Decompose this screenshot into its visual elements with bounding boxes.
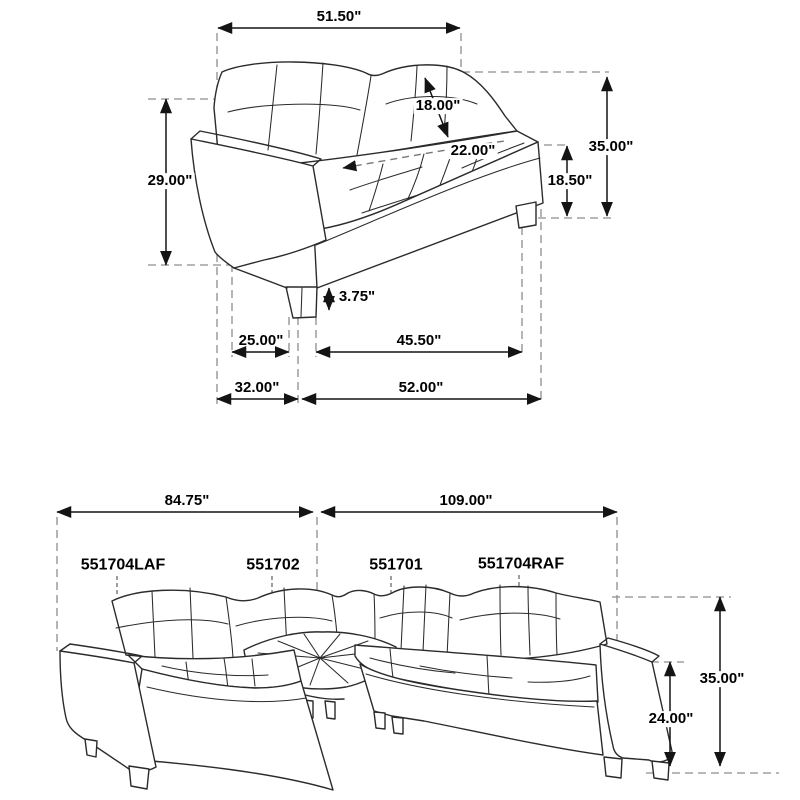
dim-label-overall-depth: 32.00" — [234, 379, 280, 397]
dim-label-overall-height: 35.00" — [588, 138, 634, 156]
dim-label-seat-depth: 22.00" — [450, 142, 496, 160]
dim-label-arm-height: 29.00" — [147, 172, 193, 190]
dim-label-back-cushion: 18.00" — [415, 97, 461, 115]
loveseat-drawing — [191, 62, 543, 318]
dim-label-arm-depth: 25.00" — [238, 332, 284, 350]
dim-label-leg-height: 3.75" — [338, 288, 376, 306]
dim-label-sectional-overall-height: 35.00" — [699, 670, 745, 688]
part-number-label-armless: 551701 — [369, 556, 423, 574]
dim-label-seat-height: 18.50" — [547, 172, 593, 190]
part-number-label-laf: 551704LAF — [80, 556, 166, 574]
dim-label-seat-width: 45.50" — [396, 332, 442, 350]
dim-label-sectional-left-width: 84.75" — [164, 492, 210, 510]
sectional-drawing — [60, 585, 673, 790]
part-number-label-raf: 551704RAF — [477, 555, 565, 573]
dim-label-back-width: 51.50" — [316, 8, 362, 26]
dim-label-sectional-arm-height: 24.00" — [648, 710, 694, 728]
part-number-label-corner: 551702 — [246, 556, 300, 574]
dim-label-sectional-right-width: 109.00" — [439, 492, 493, 510]
dim-label-front-width: 52.00" — [398, 379, 444, 397]
loveseat-dimension-diagram — [148, 28, 612, 404]
sectional-dimension-diagram — [57, 512, 779, 790]
